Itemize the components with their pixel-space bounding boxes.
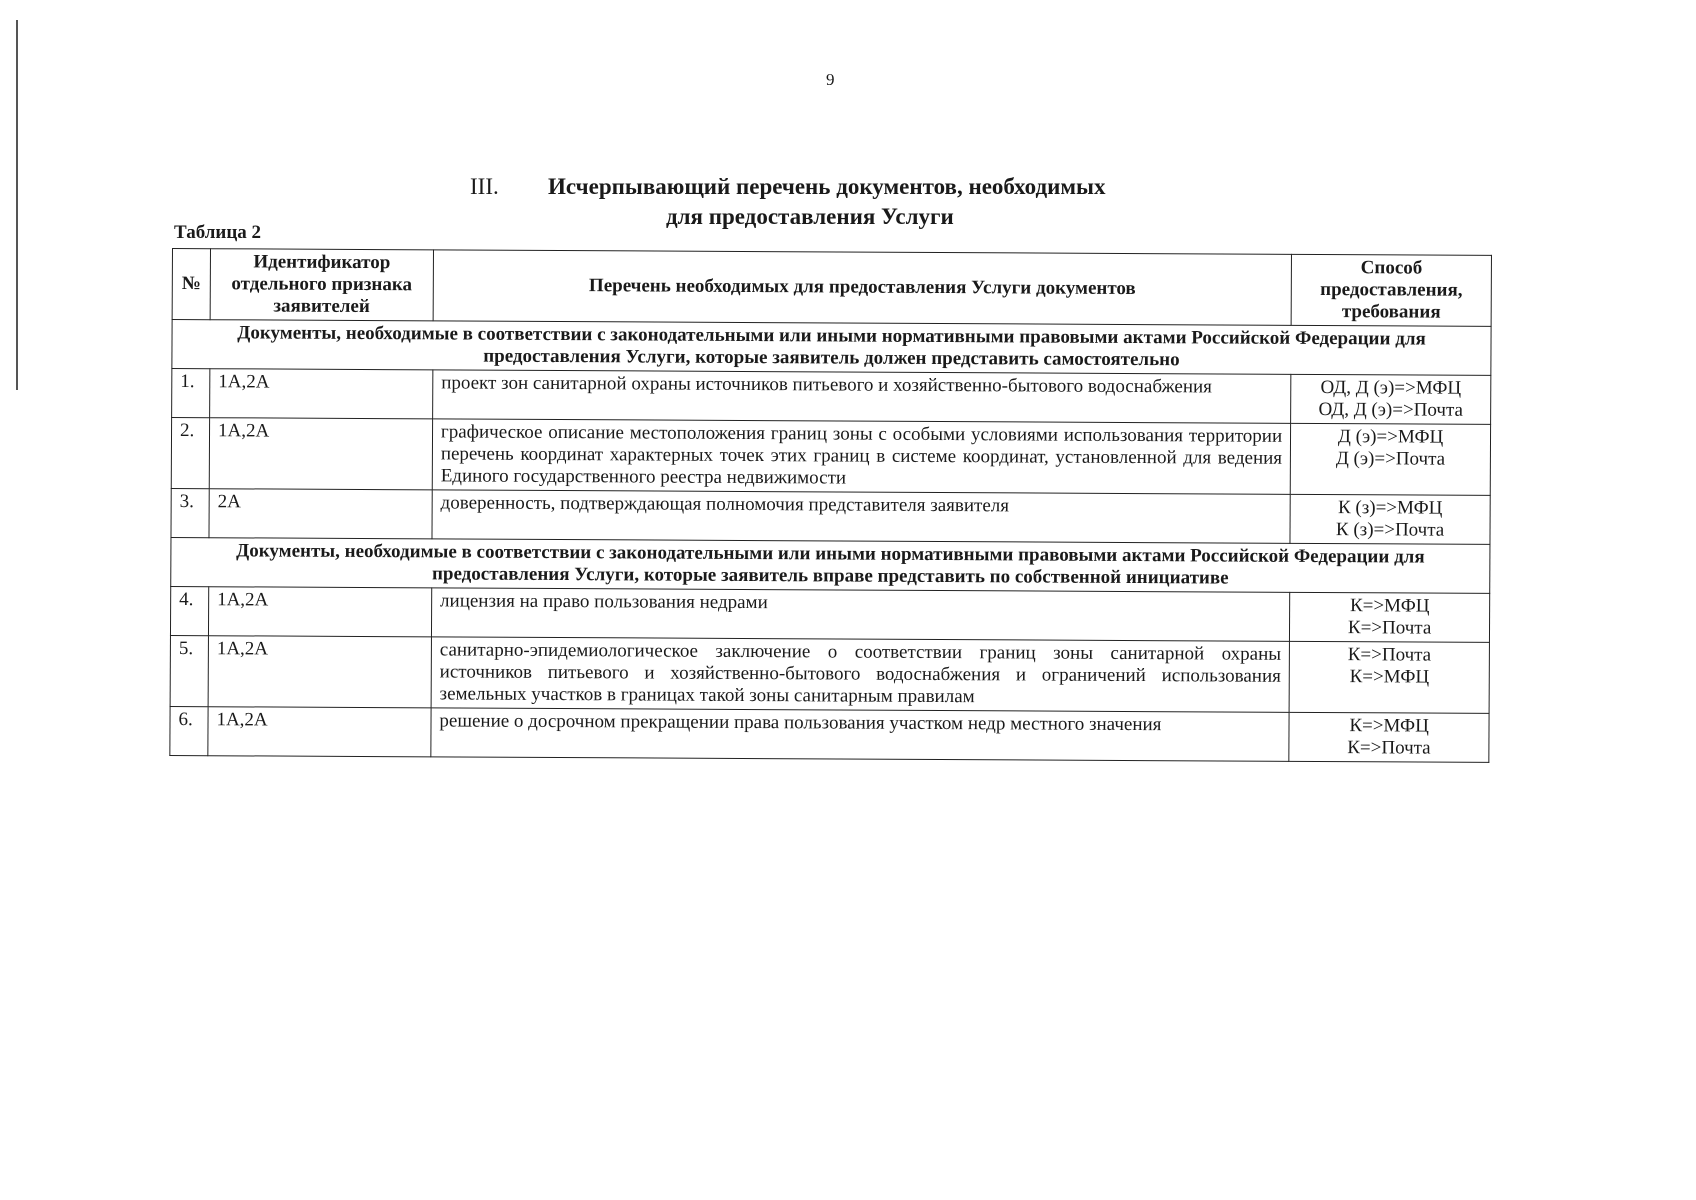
document-description: лицензия на право пользования недрами: [431, 588, 1289, 641]
submission-method: К=>Почта: [1347, 617, 1432, 639]
submission-method: К (з)=>Почта: [1335, 519, 1445, 541]
submission-methods: [1290, 423, 1490, 495]
applicant-identifier: 1А,2А: [209, 418, 432, 490]
submission-methods: [1290, 494, 1490, 544]
header-num: №: [172, 249, 210, 320]
document-description: графическое описание местоположения границ зоны с особыми условиями использования территории перечень координат характерных точек этих границ в системе координат, установленной для ведения Единого государственного реестра недвижимости: [432, 419, 1291, 494]
section-title-line-2: для предоставления Услуги: [666, 204, 954, 229]
table-row: [171, 488, 1490, 544]
submission-method: Д (э)=>Почта: [1335, 448, 1446, 470]
row-number: 5.: [170, 635, 208, 706]
document-description: доверенность, подтверждающая полномочия представителя заявителя: [432, 490, 1290, 543]
submission-method: К=>МФЦ: [1349, 666, 1430, 688]
applicant-identifier: 1А,2А: [208, 636, 431, 708]
submission-methods: [1291, 374, 1491, 424]
section-heading-row: [171, 537, 1490, 593]
row-number: 2.: [171, 418, 209, 489]
header-method: Способ предоставления, требования: [1291, 254, 1491, 326]
applicant-identifier: 1А,2А: [208, 587, 431, 637]
submission-methods: [1290, 592, 1490, 642]
row-number: 1.: [172, 369, 210, 418]
submission-method: Д (э)=>МФЦ: [1337, 426, 1444, 448]
submission-method: К=>МФЦ: [1349, 715, 1429, 737]
submission-method: ОД, Д (э)=>МФЦ: [1320, 377, 1462, 399]
documents-table: [169, 248, 1492, 763]
table-row: [172, 369, 1491, 425]
section-roman-numeral: III.: [470, 174, 499, 199]
submission-methods: [1289, 712, 1489, 762]
header-applicant-id: Идентификатор отдельного признака заявителей: [210, 249, 433, 321]
page-number: 9: [826, 70, 835, 89]
section-heading: Документы, необходимые в соответствии с законодательными или иными нормативными правовыми актами Российской Федерации для предоставления Услуги, которые заявитель вправе представить по собственной инициативе: [171, 537, 1490, 593]
submission-method: К=>Почта: [1347, 644, 1432, 666]
table-body: [170, 320, 1491, 763]
applicant-identifier: 1А,2А: [208, 707, 431, 757]
section-heading: Документы, необходимые в соответствии с законодательными или иными нормативными правовыми актами Российской Федерации для предоставления Услуги, которые заявитель должен представить самостоятельно: [172, 320, 1491, 376]
row-number: 3.: [171, 488, 209, 537]
section-heading-row: [172, 320, 1491, 376]
submission-method: К=>МФЦ: [1349, 595, 1430, 617]
table-row: [170, 706, 1489, 762]
document-description: проект зон санитарной охраны источников питьевого и хозяйственно-бытового водоснабжения: [433, 370, 1291, 423]
table-caption: Таблица 2: [174, 222, 262, 243]
header-documents: Перечень необходимых для предоставления Услуги документов: [433, 250, 1292, 325]
table-row: [170, 635, 1489, 713]
applicant-identifier: 2А: [209, 489, 432, 539]
page-margin-line: [16, 20, 18, 390]
table-row: [170, 586, 1489, 642]
submission-method: К (з)=>МФЦ: [1337, 497, 1443, 519]
submission-method: ОД, Д (э)=>Почта: [1318, 399, 1464, 421]
table-row: [171, 418, 1490, 496]
applicant-identifier: 1А,2А: [210, 369, 433, 419]
section-title-line-1: Исчерпывающий перечень документов, необходимых: [548, 174, 1106, 199]
row-number: 6.: [170, 706, 208, 755]
table-header-row: [172, 249, 1491, 327]
submission-methods: [1289, 641, 1489, 713]
document-description: санитарно-эпидемиологическое заключение о соответствии границ зоны санитарной охраны источников питьевого и хозяйственно-бытового водоснабжения и ограничений использования земельных участков в границах такой зоны санитарным правилам: [431, 637, 1290, 712]
submission-method: К=>Почта: [1347, 737, 1431, 759]
document-description: решение о досрочном прекращении права пользования участком недр местного значения: [431, 708, 1289, 761]
row-number: 4.: [170, 586, 208, 635]
